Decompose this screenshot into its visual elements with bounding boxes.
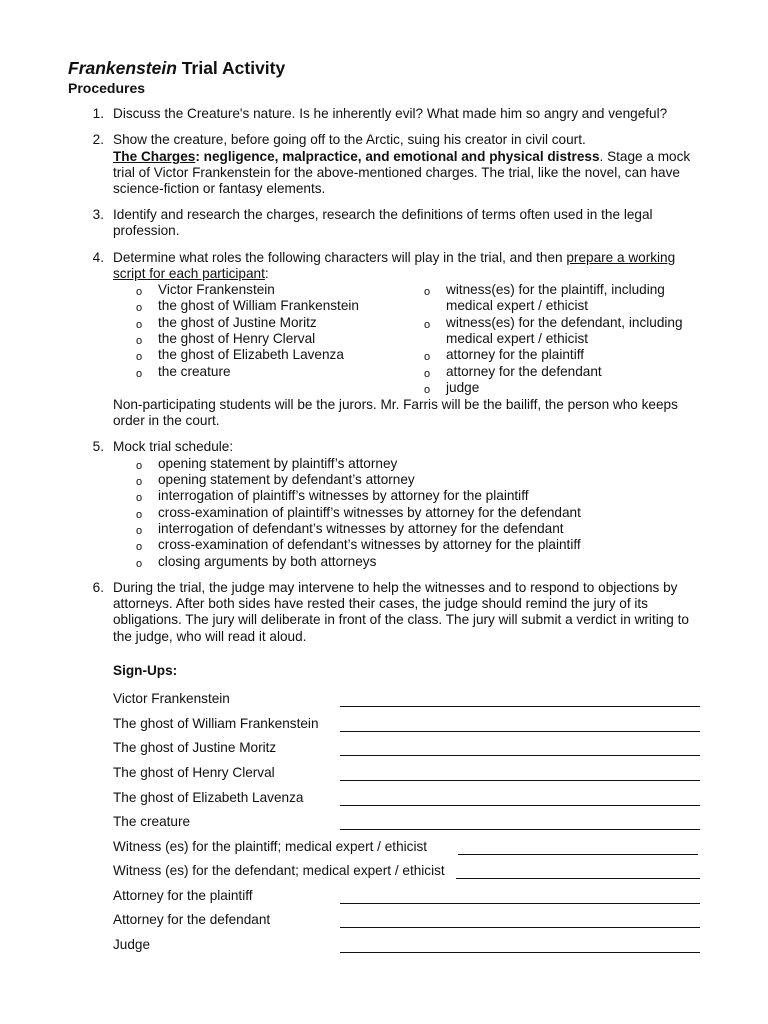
signup-label: Judge xyxy=(113,937,151,952)
item-4-line-2 xyxy=(113,266,269,282)
bullet-icon: o xyxy=(136,319,143,331)
schedule-item: interrogation of plaintiff’s witnesses by attorney for the plaintiff xyxy=(158,488,529,503)
procedures-heading: Procedures xyxy=(68,80,146,96)
bullet-icon: o xyxy=(136,351,143,363)
item-4-link-text: prepare a working xyxy=(566,250,676,265)
signup-label: Witness (es) for the defendant; medical expert / ethicist xyxy=(113,863,445,878)
charges-label: The Charges xyxy=(113,149,196,164)
signup-line[interactable] xyxy=(340,829,700,830)
role-item: attorney for the defendant xyxy=(446,364,602,379)
signup-line[interactable] xyxy=(340,952,700,953)
signup-line[interactable] xyxy=(458,854,698,855)
role-item: the ghost of Elizabeth Lavenza xyxy=(158,347,344,362)
signups-heading: Sign-Ups: xyxy=(113,663,178,678)
item-4-colon: : xyxy=(264,266,269,281)
title-rest: Trial Activity xyxy=(176,58,286,78)
bullet-icon: o xyxy=(424,368,431,380)
signup-label: The ghost of Henry Clerval xyxy=(113,765,275,780)
signup-label: The creature xyxy=(113,814,191,829)
signup-label: The ghost of Justine Moritz xyxy=(113,740,277,755)
bullet-icon: o xyxy=(136,460,143,472)
bullet-icon: o xyxy=(424,384,431,396)
bullet-icon: o xyxy=(136,335,143,347)
item-6-line-3: obligations. The jury will deliberate in front of the class. The jury will submit a verdict in writing to xyxy=(113,612,689,627)
item-4-line-1-text: Determine what roles the following characters will play in the trial, and then xyxy=(113,250,567,265)
item-2-line-2 xyxy=(113,149,690,165)
signup-line[interactable] xyxy=(340,755,700,756)
title-italic: Frankenstein xyxy=(68,58,177,78)
role-item-continued: medical expert / ethicist xyxy=(446,331,589,346)
bullet-icon: o xyxy=(136,509,143,521)
role-item: Victor Frankenstein xyxy=(158,282,275,297)
bullet-icon: o xyxy=(424,351,431,363)
signup-line[interactable] xyxy=(340,903,700,904)
role-item: witness(es) for the defendant, including xyxy=(446,315,683,330)
role-item: judge xyxy=(446,380,480,395)
bullet-icon: o xyxy=(424,319,431,331)
item-number: 4. xyxy=(92,250,104,265)
charges-list: : negligence, malpractice, and emotional and physical distress xyxy=(195,149,600,164)
signup-label: The ghost of William Frankenstein xyxy=(113,716,319,731)
signup-line[interactable] xyxy=(456,878,700,879)
charges-rest: . Stage a mock xyxy=(599,149,691,164)
item-number: 1. xyxy=(92,106,104,121)
item-2-line-3: trial of Victor Frankenstein for the above-mentioned charges. The trial, like the novel, can have xyxy=(113,165,680,180)
signup-line[interactable] xyxy=(340,780,700,781)
schedule-item: opening statement by plaintiff’s attorney xyxy=(158,456,398,471)
item-3-line-1: Identify and research the charges, research the definitions of terms often used in the legal xyxy=(113,207,653,222)
signup-label: Witness (es) for the plaintiff; medical expert / ethicist xyxy=(113,839,428,854)
item-6-line-1: During the trial, the judge may intervene to help the witnesses and to respond to objections by xyxy=(113,580,678,595)
item-number: 6. xyxy=(92,580,104,595)
bullet-icon: o xyxy=(136,368,143,380)
signup-line[interactable] xyxy=(340,706,700,707)
item-number: 2. xyxy=(92,132,104,147)
schedule-item: cross-examination of plaintiff’s witnesses by attorney for the defendant xyxy=(158,505,581,520)
signup-label: The ghost of Elizabeth Lavenza xyxy=(113,790,304,805)
bullet-icon: o xyxy=(136,476,143,488)
schedule-item: interrogation of defendant’s witnesses by attorney for the defendant xyxy=(158,521,564,536)
bullet-icon: o xyxy=(136,492,143,504)
signup-line[interactable] xyxy=(340,805,700,806)
item-number: 3. xyxy=(92,207,104,222)
item-2-line-4: science-fiction or fantasy elements. xyxy=(113,181,326,196)
bullet-icon: o xyxy=(136,302,143,314)
item-4-line-1 xyxy=(113,250,675,266)
signup-label: Attorney for the defendant xyxy=(113,912,271,927)
bullet-icon: o xyxy=(136,286,143,298)
role-item: the ghost of William Frankenstein xyxy=(158,298,359,313)
jurors-note-line-1: Non-participating students will be the jurors. Mr. Farris will be the bailiff, the person who keeps xyxy=(113,397,678,412)
bullet-icon: o xyxy=(424,286,431,298)
role-item: the ghost of Justine Moritz xyxy=(158,315,317,330)
item-2-line-1: Show the creature, before going off to the Arctic, suing his creator in civil court. xyxy=(113,132,586,147)
role-item-continued: medical expert / ethicist xyxy=(446,298,589,313)
role-item: witness(es) for the plaintiff, including xyxy=(446,282,665,297)
item-5-text: Mock trial schedule: xyxy=(113,439,234,454)
page-title xyxy=(68,58,285,78)
bullet-icon: o xyxy=(136,558,143,570)
item-1-text: Discuss the Creature's nature. Is he inherently evil? What made him so angry and vengeful? xyxy=(113,106,668,121)
signup-label: Victor Frankenstein xyxy=(113,691,230,706)
signup-line[interactable] xyxy=(340,927,700,928)
schedule-item: cross-examination of defendant’s witnesses by attorney for the plaintiff xyxy=(158,537,581,552)
signup-label: Attorney for the plaintiff xyxy=(113,888,253,903)
jurors-note-line-2: order in the court. xyxy=(113,413,220,428)
schedule-item: opening statement by defendant’s attorney xyxy=(158,472,415,487)
item-3-line-2: profession. xyxy=(113,223,180,238)
bullet-icon: o xyxy=(136,525,143,537)
bullet-icon: o xyxy=(136,541,143,553)
item-4-underlined: script for each participant xyxy=(113,266,265,281)
signup-line[interactable] xyxy=(340,731,700,732)
item-6-line-4: the judge, who will read it aloud. xyxy=(113,629,307,644)
role-item: the ghost of Henry Clerval xyxy=(158,331,316,346)
item-number: 5. xyxy=(92,439,104,454)
role-item: the creature xyxy=(158,364,231,379)
role-item: attorney for the plaintiff xyxy=(446,347,585,362)
item-6-line-2: attorneys. After both sides have rested their cases, the judge should remind the jury of its xyxy=(113,596,648,611)
schedule-item: closing arguments by both attorneys xyxy=(158,554,377,569)
